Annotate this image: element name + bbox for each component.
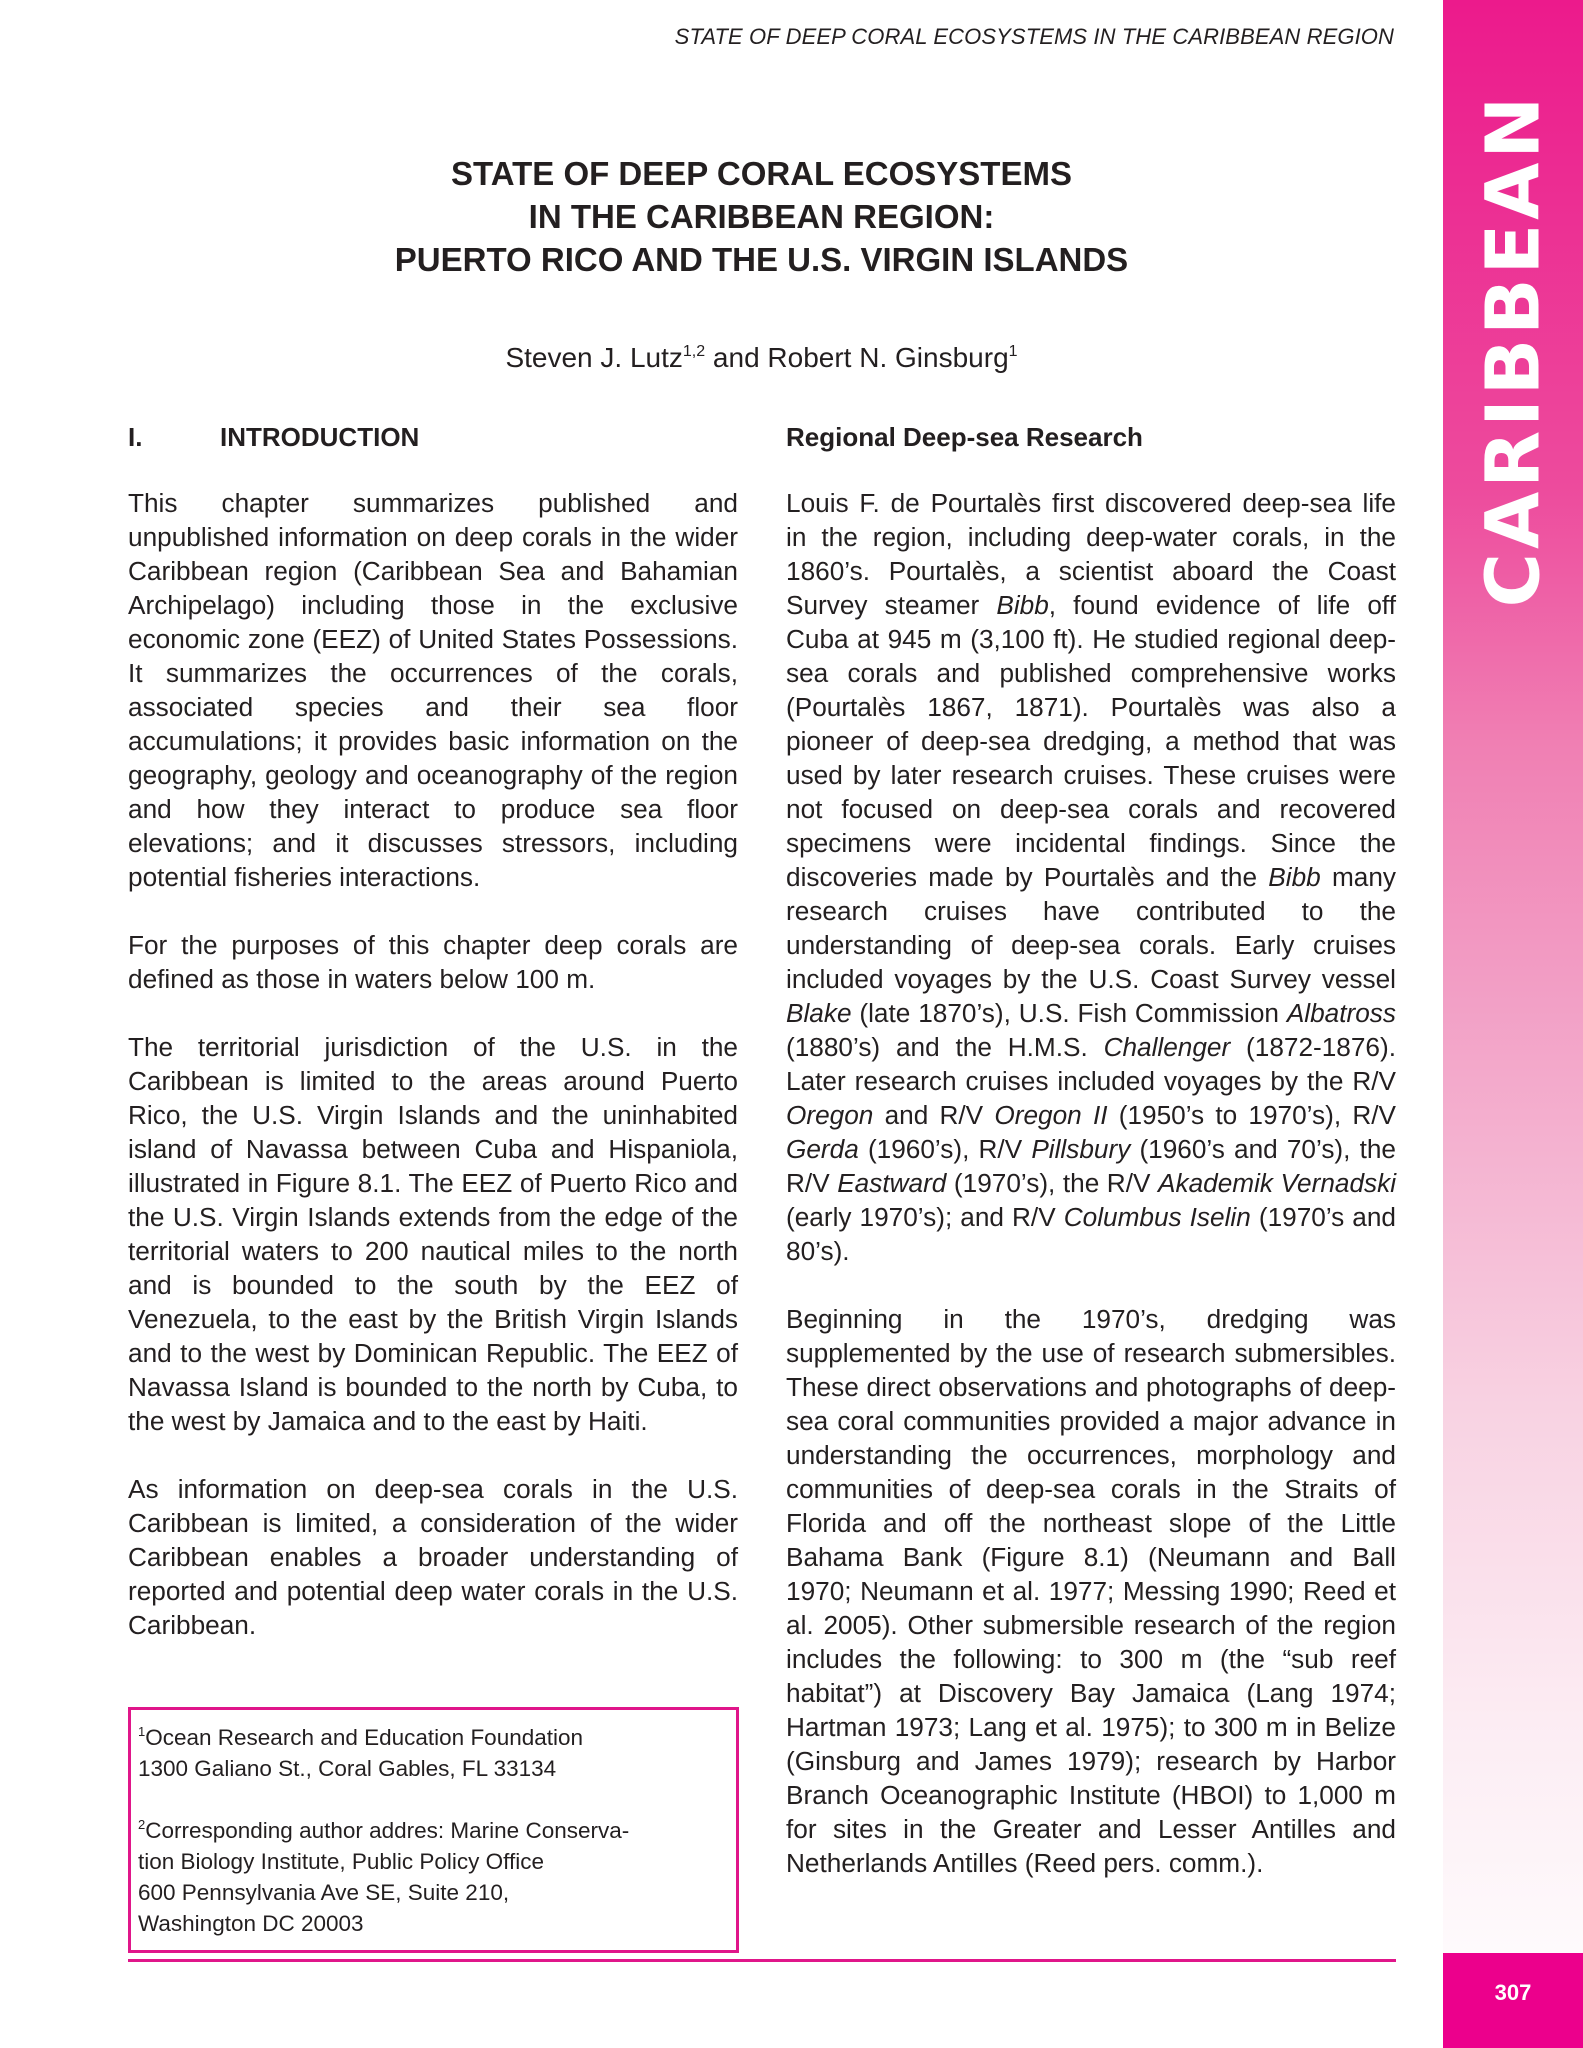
chapter-sidebar-label [1443, 92, 1583, 608]
running-header: STATE OF DEEP CORAL ECOSYSTEMS IN THE CARIBBEAN REGION [674, 24, 1394, 49]
author-2: Robert N. Ginsburg [767, 342, 1009, 373]
text-run: (1960’s), R/V [858, 1134, 1032, 1164]
vessel-name: Blake [786, 998, 852, 1028]
footnote-2-line-2: tion Biology Institute, Public Policy Office [138, 1849, 545, 1874]
footnote-2-line-4: Washington DC 20003 [138, 1911, 364, 1936]
footnote-2-line-3: 600 Pennsylvania Ave SE, Suite 210, [138, 1880, 510, 1905]
author-1: Steven J. Lutz [505, 342, 683, 373]
vessel-name: Columbus Iselin [1063, 1202, 1251, 1232]
section-heading-introduction [128, 420, 738, 454]
section-heading-regional-research: Regional Deep-sea Research [786, 422, 1143, 452]
footnote-1-line-2: 1300 Galiano St., Coral Gables, FL 33134 [138, 1756, 557, 1781]
section-title: INTRODUCTION [220, 422, 420, 452]
footnote-2 [138, 1815, 736, 1939]
left-column [128, 420, 738, 1676]
vessel-name: Bibb [996, 590, 1049, 620]
intro-paragraph-4: As information on deep-sea corals in the U.S. Caribbean is limited, a consideration of the wider Caribbean enables a broader understanding of reported and potential deep water corals in the U.S. Caribbean. [128, 1474, 738, 1640]
page-number-tab [1443, 1953, 1583, 2048]
text-run: and R/V [873, 1100, 995, 1130]
vessel-name: Akademik Vernadski [1158, 1168, 1397, 1198]
text-run: , found evidence of life off Cuba at 945 m (3,100 ft). He studied regional deep-sea corals and published comprehensive works (Pourtalès 1867, 1871). Pourtalès was also a pioneer of deep-sea dredging, a method that was used by later research cruises. These cruises were not focused on deep-sea corals and recovered specimens were incidental findings. Since the discoveries made by Pourtalès and the [786, 590, 1396, 892]
vessel-name: Pillsbury [1031, 1134, 1131, 1164]
title-line-1: STATE OF DEEP CORAL ECOSYSTEMS [451, 155, 1072, 192]
text-run: many research cruises have contributed to the understanding of deep-sea corals. Early cruises included voyages by the U.S. Coast Survey vessel [786, 862, 1396, 994]
footnote-1 [138, 1722, 736, 1784]
text-run: (1970’s), the R/V [946, 1168, 1159, 1198]
text-run: (1880’s) and the H.M.S. [786, 1032, 1104, 1062]
research-paragraph-1 [786, 486, 1396, 1268]
vessel-name: Eastward [837, 1168, 947, 1198]
vessel-name: Challenger [1103, 1032, 1231, 1062]
author-line [128, 342, 1395, 374]
intro-paragraph-2: For the purposes of this chapter deep corals are defined as those in waters below 100 m. [128, 930, 738, 994]
footnote-1-marker: 1 [138, 1724, 146, 1739]
text-run: (late 1870’s), U.S. Fish Commission [851, 998, 1287, 1028]
footnote-2-marker: 2 [138, 1817, 146, 1832]
footnote-1-line-1: Ocean Research and Education Foundation [145, 1725, 584, 1750]
vessel-name: Albatross [1286, 998, 1396, 1028]
text-run: (early 1970’s); and R/V [786, 1202, 1064, 1232]
footnote-2-line-1: Corresponding author addres: Marine Conserva- [145, 1818, 630, 1843]
text-run: (1970’s and 80’s). [786, 1202, 1396, 1266]
section-number: I. [128, 422, 143, 452]
sidebar-label-text: CARIBBEAN [1470, 92, 1556, 608]
author-2-affiliation: 1 [1008, 343, 1018, 360]
intro-paragraph-1: This chapter summarizes published and unpublished information on deep corals in the wider Caribbean region (Caribbean Sea and Bahamian Archipelago) including those in the exclusive economic zone (EEZ) of United States Possessions. It summarizes the occurrences of the corals, associated species and their sea floor accumulations; it provides basic information on the geography, geology and oceanography of the region and how they interact to produce sea floor elevations; and it discusses stressors, including potential fisheries interactions. [128, 488, 738, 892]
vessel-name: Gerda [786, 1134, 859, 1164]
vessel-name: Bibb [1268, 862, 1321, 892]
affiliation-footnotes [128, 1707, 739, 1953]
right-column [786, 420, 1396, 1914]
author-1-affiliation: 1,2 [682, 343, 706, 360]
research-paragraph-2: Beginning in the 1970’s, dredging was supplemented by the use of research submersibles. These direct observations and photographs of deep-sea coral communities provided a major advance in understanding the occurrences, morphology and communities of deep-sea corals in the Straits of Florida and off the northeast slope of the Little Bahama Bank (Figure 8.1) (Neumann and Ball 1970; Neumann et al. 1977; Messing 1990; Reed et al. 2005). Other submersible research of the region includes the following: to 300 m (the “sub reef habitat”) at Discovery Bay Jamaica (Lang 1974; Hartman 1973; Lang et al. 1975); to 300 m in Belize (Ginsburg and James 1979); research by Harbor Branch Oceanographic Institute (HBOI) to 1,000 m for sites in the Greater and Lesser Antilles and Netherlands Antilles (Reed pers. comm.). [786, 1304, 1396, 1878]
footer-rule [128, 1959, 1396, 1962]
text-run: (1950’s to 1970’s), R/V [1107, 1100, 1396, 1130]
vessel-name: Oregon [786, 1100, 874, 1130]
intro-paragraph-3: The territorial jurisdiction of the U.S. in the Caribbean is limited to the areas around Puerto Rico, the U.S. Virgin Islands and the uninhabited island of Navassa between Cuba and Hispaniola, illustrated in Figure 8.1. The EEZ of Puerto Rico and the U.S. Virgin Islands extends from the edge of the territorial waters to 200 nautical miles to the north and is bounded to the south by the EEZ of Venezuela, to the east by the British Virgin Islands and to the west by Dominican Republic. The EEZ of Navassa Island is bounded to the north by Cuba, to the west by Jamaica and to the east by Haiti. [128, 1032, 738, 1436]
title-line-2: IN THE CARIBBEAN REGION: [528, 198, 995, 235]
title-line-3: PUERTO RICO AND THE U.S. VIRGIN ISLANDS [394, 241, 1129, 278]
text-run: Louis F. de Pourtalès first discovered deep-sea life in the region, including deep-water corals, in the 1860’s. Pourtalès, a scientist aboard the Coast Survey steamer [786, 488, 1396, 620]
text-run: (1960’s and 70’s), the R/V [786, 1134, 1396, 1198]
author-conjunction: and [705, 342, 768, 373]
page-title [128, 152, 1395, 281]
page-number: 307 [1494, 1979, 1532, 2005]
vessel-name: Oregon II [994, 1100, 1108, 1130]
text-run: (1872-1876). Later research cruises included voyages by the R/V [786, 1032, 1396, 1096]
